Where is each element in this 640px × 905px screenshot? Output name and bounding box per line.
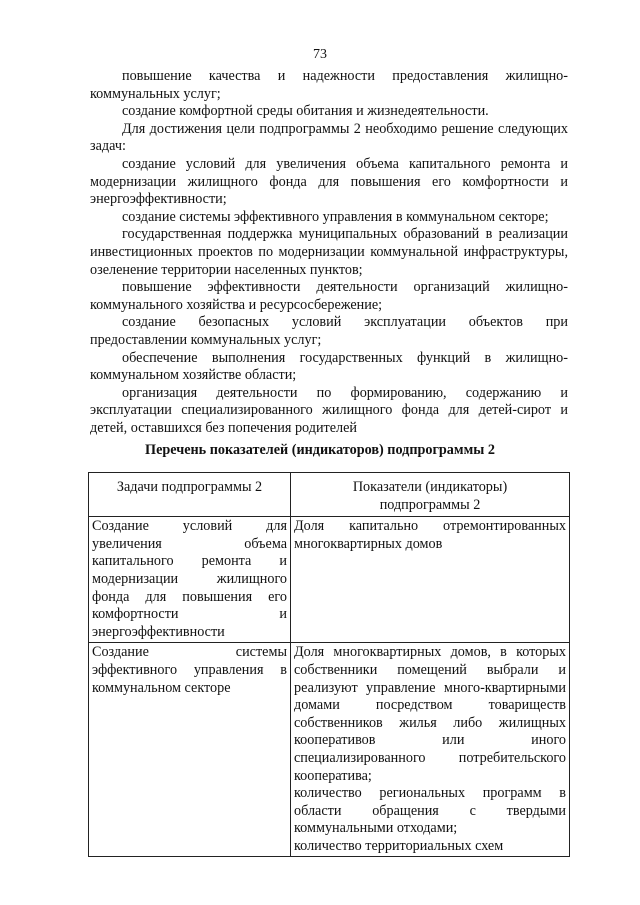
indicator-item: Доля многоквартирных домов, в которых собственники помещений выбрали и реализуют управление много-квартирными домами посредством товариществ собственников жилья либо жилищных кооперативов или иного специализированного потребительского кооператива; [294, 644, 566, 784]
indicators-cell [291, 643, 570, 857]
task-cell: Создание системы эффективного управления в коммунальном секторе [89, 643, 291, 857]
header-tasks: Задачи подпрограммы 2 [89, 473, 291, 517]
task-cell: Создание условий для увеличения объема капитального ремонта и модернизации жилищного фонда для повышения его комфортности и энергоэффективности [89, 517, 291, 643]
indicator-item: количество региональных программ в области обращения с твердыми коммунальными отходами; [294, 785, 566, 837]
body-paragraph: создание системы эффективного управления в коммунальном секторе; [122, 208, 549, 225]
table-title: Перечень показателей (индикаторов) подпрограммы 2 [145, 442, 495, 458]
indicators-cell [291, 517, 570, 643]
header-indicators: Показатели (индикаторы) подпрограммы 2 [291, 473, 570, 517]
table-row [89, 517, 570, 643]
body-paragraph: обеспечение выполнения государственных функций в жилищно-коммунальном хозяйстве области; [90, 349, 568, 384]
body-paragraph: государственная поддержка муниципальных образований в реализации инвестиционных проектов по модернизации коммунальной инфраструктуры, озеленение территории населенных пунктов; [90, 226, 568, 278]
body-paragraph: создание условий для увеличения объема капитального ремонта и модернизации жилищного фонда для повышения его комфортности и энергоэффективности; [90, 155, 568, 208]
body-paragraph: создание комфортной среды обитания и жизнедеятельности. [122, 103, 489, 120]
body-paragraph: организация деятельности по формированию, содержанию и эксплуатации специализированного жилищного фонда для детей-сирот и детей, оставшихся без попечения родителей [90, 384, 568, 436]
indicator-item: количество территориальных схем [294, 837, 504, 854]
body-paragraph: повышение качества и надежности предоставления жилищно-коммунальных услуг; [90, 68, 568, 102]
document-body [90, 68, 568, 437]
table-header-row [89, 473, 570, 517]
indicator-item: Доля капитально отремонтированных многоквартирных домов [294, 518, 566, 552]
body-paragraph: Для достижения цели подпрограммы 2 необходимо решение следующих задач: [90, 120, 568, 155]
indicators-table [88, 472, 570, 857]
body-paragraph: создание безопасных условий эксплуатации объектов при предоставлении коммунальных услуг; [90, 314, 568, 348]
page-number: 73 [313, 47, 327, 62]
table-row [89, 643, 570, 857]
body-paragraph: повышение эффективности деятельности организаций жилищно-коммунального хозяйства и ресурсосбережение; [90, 279, 568, 313]
